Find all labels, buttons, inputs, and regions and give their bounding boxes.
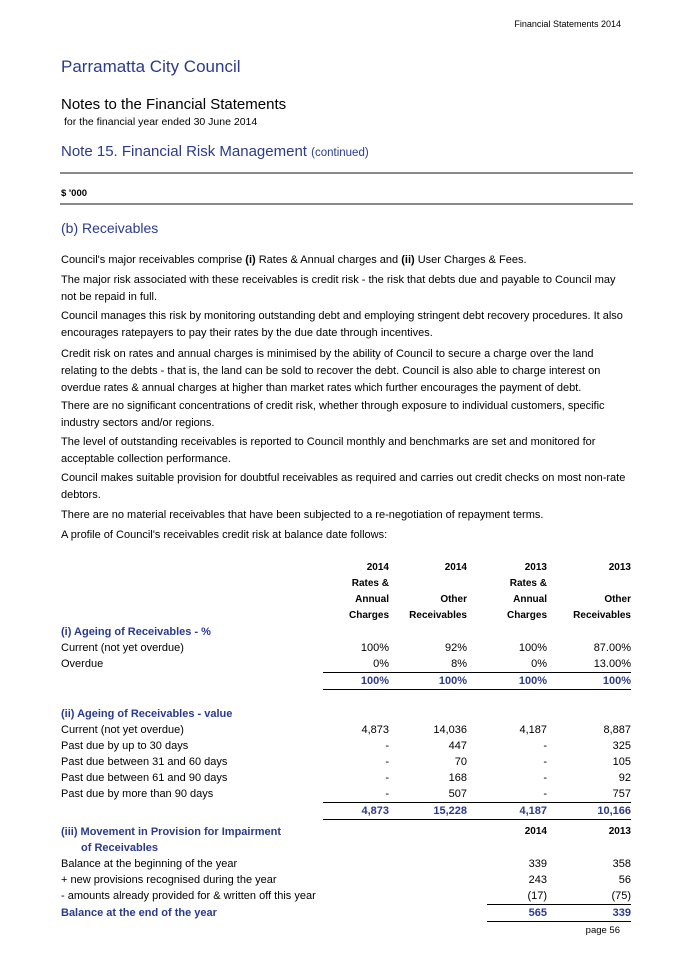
divider-units [60, 203, 633, 205]
cell: 358 [612, 858, 631, 870]
note-title-text: Note 15. Financial Risk Management [61, 143, 307, 160]
total-cell: 100% [467, 673, 547, 690]
movement-title: (iii) Movement in Provision for Impairment [61, 826, 282, 838]
cell: - [543, 756, 547, 768]
col-header: 2013 [524, 562, 547, 573]
cell: 447 [448, 740, 467, 752]
p1-text: Council's major receivables comprise [61, 254, 246, 266]
cell: - [543, 788, 547, 800]
cell: - [543, 740, 547, 752]
cell: 92% [444, 642, 467, 654]
col-header: Rates & [351, 578, 389, 589]
cell: 0% [531, 658, 547, 670]
cell: 757 [612, 788, 631, 800]
col-header: Charges [506, 610, 547, 621]
section-heading-row [61, 840, 631, 856]
total-cell: 565 [487, 905, 547, 922]
table-row [61, 738, 631, 754]
col-header: 2014 [366, 562, 389, 573]
table-row [61, 856, 631, 872]
section-heading-row [61, 624, 631, 640]
cell: 13.00% [593, 658, 631, 670]
total-row [61, 673, 631, 690]
table-row [61, 722, 631, 738]
table-row [61, 754, 631, 770]
table-row [61, 640, 631, 656]
document-header: Financial Statements 2014 [514, 19, 621, 29]
cell: 8,887 [603, 724, 631, 736]
ageing-value-title: (ii) Ageing of Receivables - value [61, 708, 233, 720]
col-header: Annual [355, 594, 389, 605]
paragraph-1 [61, 252, 631, 269]
section-heading-row [61, 706, 631, 722]
paragraph-6: The level of outstanding receivables is reported to Council monthly and benchmarks are set and monitored for acceptable collection performance. [61, 436, 596, 465]
table-row [61, 786, 631, 803]
row-label: - amounts already provided for & written off this year [61, 890, 316, 903]
section-title: (b) Receivables [61, 220, 159, 236]
cell: 70 [454, 756, 467, 768]
cell: - [385, 756, 389, 768]
col-header: 2013 [608, 826, 631, 837]
paragraph-9: A profile of Council's receivables credit risk at balance date follows: [61, 529, 388, 541]
row-label: Current (not yet overdue) [61, 724, 184, 736]
ageing-pct-title: (i) Ageing of Receivables - % [61, 626, 211, 638]
col-header: 2013 [608, 562, 631, 573]
total-cell: 15,228 [389, 803, 467, 820]
table-row [61, 872, 631, 888]
col-header: Charges [348, 610, 389, 621]
total-cell: 339 [547, 905, 631, 922]
cell: 4,187 [519, 724, 547, 736]
total-cell: 4,187 [467, 803, 547, 820]
notes-subtitle: for the financial year ended 30 June 2014 [64, 116, 258, 128]
cell: (17) [527, 890, 547, 902]
cell: - [385, 772, 389, 784]
col-header: 2014 [524, 826, 547, 837]
cell: 4,873 [361, 724, 389, 736]
col-header-row [61, 576, 631, 592]
row-label: Current (not yet overdue) [61, 642, 184, 654]
col-header [389, 576, 467, 592]
cell: 92 [618, 772, 631, 784]
total-cell: 10,166 [547, 803, 631, 820]
col-header-row [61, 608, 631, 624]
row-label: + new provisions recognised during the year [61, 874, 277, 886]
col-header: Receivables [573, 610, 631, 621]
cell: 100% [360, 642, 389, 654]
row-label: Past due by up to 30 days [61, 740, 189, 752]
col-header-row [61, 560, 631, 576]
cell: 105 [612, 756, 631, 768]
col-header: Rates & [509, 578, 547, 589]
paragraph-4: Credit risk on rates and annual charges is minimised by the ability of Council to secure a charge over the land relating to the debts - that is, the land can be sold to recover the debt. Council is also able to charge interest on overdue rates & annual charges at higher than market rates which further encourages the payment of debt. [61, 348, 601, 394]
p1-text: Rates & Annual charges and [255, 254, 402, 266]
cell: - [385, 740, 389, 752]
units-label: $ '000 [61, 188, 88, 199]
col-header-row [61, 592, 631, 608]
col-header: Annual [513, 594, 547, 605]
paragraph-7: Council makes suitable provision for doubtful receivables as required and carries out credit checks on most non-rate debtors. [61, 472, 626, 501]
provision-table [61, 824, 631, 922]
cell: - [543, 772, 547, 784]
col-header [547, 576, 631, 592]
cell: 14,036 [433, 724, 467, 736]
paragraph-8: There are no material receivables that have been subjected to a re-negotiation of repayment terms. [61, 509, 544, 521]
total-cell: 100% [323, 673, 389, 690]
cell: (75) [611, 890, 631, 902]
table-row [61, 770, 631, 786]
row-label: Past due between 61 and 90 days [61, 772, 228, 784]
page-number: page 56 [585, 925, 620, 936]
cell: 87.00% [593, 642, 631, 654]
row-label: Past due by more than 90 days [61, 788, 214, 801]
total-label: Balance at the end of the year [61, 907, 217, 919]
total-cell: 4,873 [323, 803, 389, 820]
p1-bold-i: (i) [245, 254, 256, 266]
row-label: Overdue [61, 658, 104, 671]
council-name: Parramatta City Council [61, 57, 241, 76]
total-cell: 100% [547, 673, 631, 690]
cell: 100% [518, 642, 547, 654]
cell: 8% [451, 658, 467, 670]
cell: 339 [528, 858, 547, 870]
cell: - [385, 788, 389, 800]
col-header: Other [440, 594, 467, 605]
cell: 507 [448, 788, 467, 800]
table-row [61, 888, 631, 905]
cell: 0% [373, 658, 389, 670]
table-row [61, 656, 631, 673]
paragraph-3: Council manages this risk by monitoring outstanding debt and employing stringent debt recovery procedures. It also encourages ratepayers to pay their rates by the due date through incentives. [61, 310, 623, 339]
notes-title: Notes to the Financial Statements [61, 96, 287, 113]
note-continued: (continued) [311, 147, 369, 159]
receivables-table [61, 560, 631, 820]
col-header: Other [604, 594, 631, 605]
cell: 325 [612, 740, 631, 752]
spacer-row [61, 690, 631, 707]
total-cell: 100% [389, 673, 467, 690]
row-label: Balance at the beginning of the year [61, 858, 238, 870]
row-label: Past due between 31 and 60 days [61, 756, 228, 768]
paragraph-2: The major risk associated with these receivables is credit risk - the risk that debts due and payable to Council may not be repaid in full. [61, 274, 616, 303]
cell: 56 [618, 874, 631, 886]
p1-text: User Charges & Fees. [414, 254, 527, 266]
p1-bold-ii: (ii) [401, 254, 415, 266]
divider-top [60, 172, 633, 174]
cell: 168 [448, 772, 467, 784]
note-title [61, 143, 369, 160]
movement-title-cont: of Receivables [81, 842, 159, 854]
section-heading-row [61, 824, 631, 840]
col-header: Receivables [409, 610, 467, 621]
col-header: 2014 [444, 562, 467, 573]
total-row [61, 803, 631, 820]
total-row [61, 905, 631, 922]
cell: 243 [528, 874, 547, 886]
paragraph-5: There are no significant concentrations of credit risk, whether through exposure to individual customers, specific industry sectors and/or regions. [61, 400, 605, 429]
